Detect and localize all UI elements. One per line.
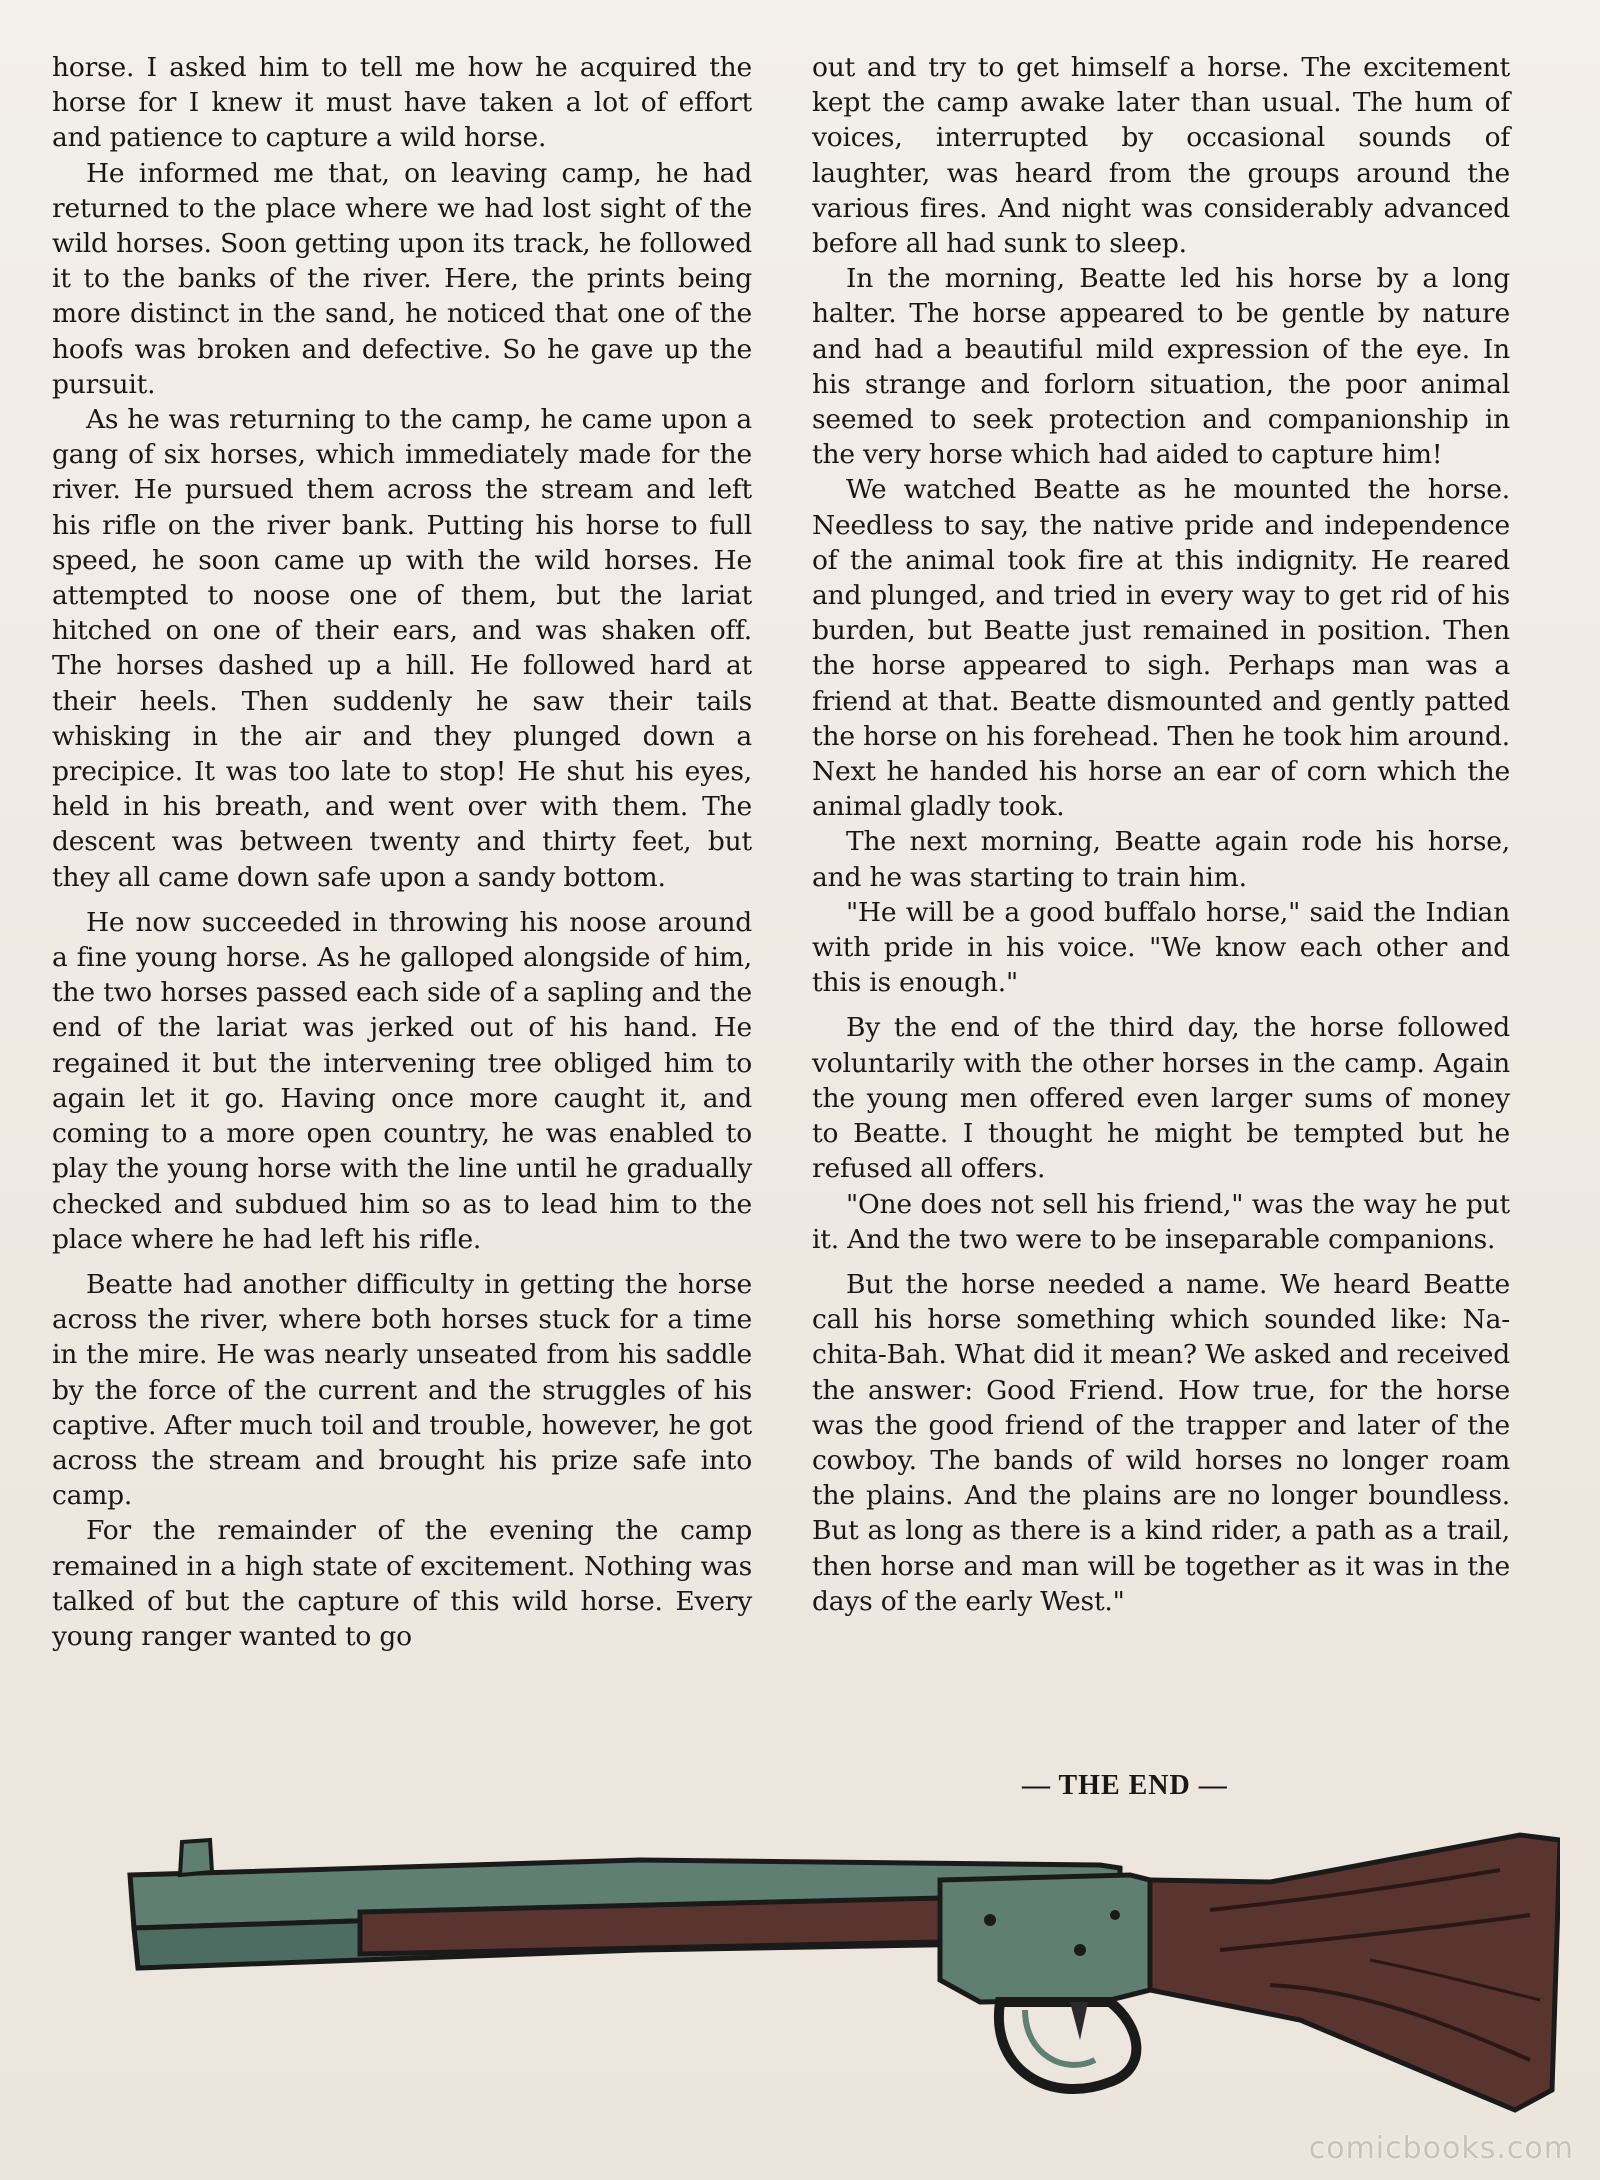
rifle-lever — [999, 2002, 1136, 2089]
rifle-stock — [1150, 1835, 1560, 2110]
paragraph: By the end of the third day, the horse followed voluntarily with the other horses in the camp. Again the young men offered even larger sums of money to Beatte. I thought he might be tempted but he refused all offers. — [812, 1012, 1510, 1185]
paragraph: He informed me that, on leaving camp, he had returned to the place where we had lost sight of the wild horses. Soon getting upon its track, he followed it to the banks of the river. Here, the prints being more distinct in the sand, he noticed that one of the hoofs was broken and defective. So he gave up the pursuit. — [52, 157, 752, 400]
paragraph: "One does not sell his friend," was the way he put it. And the two were to be inseparable companions. — [812, 1188, 1510, 1255]
the-end-label: — THE END — — [1022, 1770, 1228, 1801]
rifle-illustration — [120, 1820, 1560, 2140]
paragraph: We watched Beatte as he mounted the horse. Needless to say, the native pride and independence of the animal took fire at this indignity. He reared and plunged, and tried in every way to get rid of his burden, but Beatte just remained in position. Then the horse appeared to sigh. Perhaps man was a friend at that. Beatte dismounted and gently patted the horse on his forehead. Then he took him around. Next he handed his horse an ear of corn which the animal gladly took. — [812, 474, 1510, 823]
right-column — [812, 50, 1510, 1619]
paragraph: Beatte had another difficulty in getting the horse across the river, where both horses stuck for a time in the mire. He was nearly unseated from his saddle by the force of the current and the struggles of his captive. After much toil and trouble, however, he got across the stream and brought his prize safe into camp. — [52, 1268, 752, 1512]
paragraph: "He will be a good buffalo horse," said the Indian with pride in his voice. "We know each other and this is enough." — [812, 896, 1510, 999]
rifle-receiver — [940, 1875, 1150, 2002]
paragraph: out and try to get himself a horse. The excitement kept the camp awake later than usual. The hum of voices, interrupted by occasional sounds of laughter, was heard from the groups around the various fires. And night was considerably advanced before all had sunk to sleep. — [812, 52, 1510, 260]
paragraph: For the remainder of the evening the camp remained in a high state of excitement. Nothing was talked of but the capture of this wild horse. Every young ranger wanted to go — [52, 1515, 752, 1652]
paragraph: But the horse needed a name. We heard Beatte call his horse something which sounded like: Na-chita-Bah. What did it mean? We asked and received the answer: Good Friend. How true, for the horse was the good friend of the trapper and later of the cowboy. The bands of wild horses no longer roam the plains. And the plains are no longer boundless. But as long as there is a kind rider, a path as a trail, then horse and man will be together as it was in the days of the early West." — [812, 1268, 1510, 1617]
paragraph: horse. I asked him to tell me how he acquired the horse for I knew it must have taken a lot of effort and patience to capture a wild horse. — [52, 52, 752, 154]
paragraph: In the morning, Beatte led his horse by a long halter. The horse appeared to be gentle by nature and had a beautiful mild expression of the eye. In his strange and forlorn situation, the poor animal seemed to seek protection and companionship in the very horse which had aided to capture him! — [812, 263, 1510, 471]
paragraph: As he was returning to the camp, he came upon a gang of six horses, which immediately made for the river. He pursued them across the stream and left his rifle on the river bank. Putting his horse to full speed, he soon came up with the wild horses. He attempted to noose one of them, but the lariat hitched on one of their ears, and was shaken off. The horses dashed up a hill. He followed hard at their heels. Then suddenly he saw their tails whisking in the air and they plunged down a precipice. It was too late to stop! He shut his eyes, held in his breath, and went over with them. The descent was between twenty and thirty feet, but they all came down safe upon a sandy bottom. — [52, 404, 752, 893]
watermark: comicbooks.com — [1308, 2131, 1574, 2166]
paragraph: The next morning, Beatte again rode his horse, and he was starting to train him. — [812, 826, 1510, 893]
paragraph: He now succeeded in throwing his noose around a fine young horse. As he galloped alongside of him, the two horses passed each side of a sapling and the end of the lariat was jerked out of his hand. He regained it but the intervening tree obliged him to again let it go. Having once more caught it, and coming to a more open country, he was enabled to play the young horse with the line until he gradually checked and subdued him so as to lead him to the place where he had left his rifle. — [52, 906, 752, 1255]
left-column — [52, 50, 752, 1654]
